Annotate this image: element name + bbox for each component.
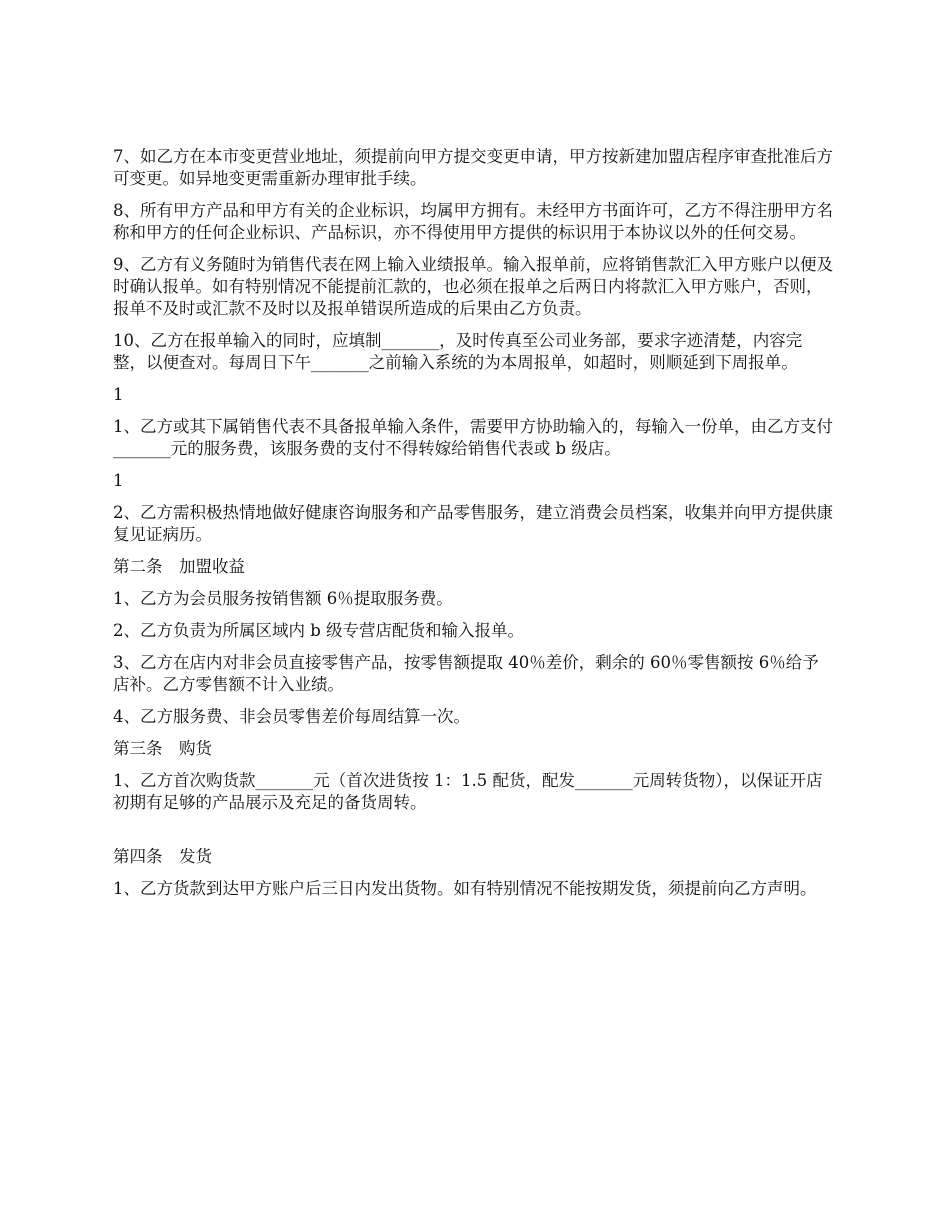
clause-7: 7、如乙方在本市变更营业地址，须提前向甲方提交变更申请，甲方按新建加盟店程序审查批准后方可变更。如异地变更需重新办理审批手续。 <box>113 147 833 188</box>
article-4-item-1: 1、乙方货款到达甲方账户后三日内发出货物。如有特别情况不能按期发货，须提前向乙方声明。 <box>113 879 817 898</box>
clause-8: 8、所有甲方产品和甲方有关的企业标识，均属甲方拥有。未经甲方书面许可，乙方不得注册甲方名称和甲方的任何企业标识、产品标识，亦不得使用甲方提供的标识用于本协议以外的任何交易。 <box>113 201 833 242</box>
service-fee-clause: 1、乙方或其下属销售代表不具备报单输入条件，需要甲方协助输入的，每输入一份单，由乙方支付_______元的服务费，该服务费的支付不得转嫁给销售代表或 b 级店。 <box>113 417 833 458</box>
document-body <box>113 146 833 910</box>
article-2-item-2: 2、乙方负责为所属区域内 b 级专营店配货和输入报单。 <box>113 621 525 640</box>
clause-10: 10、乙方在报单输入的同时，应填制_______，及时传真至公司业务部，要求字迹清楚，内容完整，以便查对。每周日下午_______之前输入系统的为本周报单，如超时，则顺延到下周报单。 <box>113 331 803 372</box>
article-3-item-1: 1、乙方首次购货款_______元（首次进货按 1：1.5 配货，配发_______元周转货物），以保证开店初期有足够的产品展示及充足的备货周转。 <box>113 771 823 812</box>
article-2-item-4: 4、乙方服务费、非会员零售差价每周结算一次。 <box>113 707 470 726</box>
health-service-clause: 2、乙方需积极热情地做好健康咨询服务和产品零售服务，建立消费会员档案，收集并向甲方提供康复见证病历。 <box>113 503 833 544</box>
clause-9: 9、乙方有义务随时为销售代表在网上输入业绩报单。输入报单前，应将销售款汇入甲方账户以便及时确认报单。如有特别情况不能提前汇款的，也必须在报单之后两日内将款汇入甲方账户，否则，报单不及时或汇款不及时以及报单错误所造成的后果由乙方负责。 <box>113 255 833 318</box>
article-2-item-1: 1、乙方为会员服务按销售额 6％提取服务费。 <box>113 589 453 608</box>
section-heading-article-3: 第三条 购货 <box>113 739 212 758</box>
section-heading-article-2: 第二条 加盟收益 <box>113 557 245 576</box>
page-marker: 1 <box>113 471 124 490</box>
page-marker: 1 <box>113 385 124 404</box>
section-heading-article-4: 第四条 发货 <box>113 847 212 866</box>
article-2-item-3: 3、乙方在店内对非会员直接零售产品，按零售额提取 40％差价，剩余的 60％零售额按 6％给予店补。乙方零售额不计入业绩。 <box>113 653 819 694</box>
